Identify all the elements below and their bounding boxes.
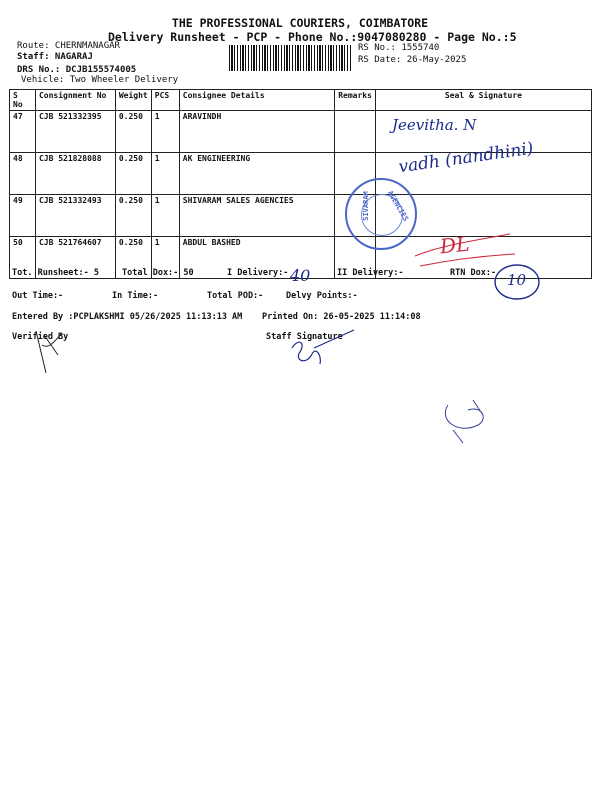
col-header-pcs: PCS	[151, 90, 179, 111]
cell-pcs: 1	[151, 153, 179, 195]
cell-sno: 49	[10, 195, 36, 237]
cell-consignment: CJB 521828088	[35, 153, 115, 195]
ink-scribble-icon	[428, 395, 498, 450]
runsheet-title: Delivery Runsheet - PCP - Phone No.:9047080280 - Page No.:5	[108, 30, 517, 44]
company-seal-stamp	[345, 178, 417, 250]
staff: Staff: NAGARAJ	[17, 52, 93, 62]
staff-signature: Staff Signature	[266, 332, 343, 342]
total-dox: Total Dox:- 50	[122, 268, 194, 278]
cell-weight: 0.250	[115, 195, 151, 237]
barcode	[229, 45, 352, 71]
cell-pcs: 1	[151, 237, 179, 279]
verified-by: Verified By	[12, 332, 69, 342]
in-time: In Time:-	[112, 291, 159, 301]
signature-row-48: vadh (nandhini)	[397, 138, 535, 178]
rs-number: RS No.: 1555740	[358, 43, 440, 53]
col-header-weight: Weight	[115, 90, 151, 111]
col-header-consignee: Consignee Details	[179, 90, 334, 111]
cell-consignee: ARAVINDH	[179, 111, 334, 153]
signature-row-50: DL	[438, 231, 471, 259]
i-delivery-value: 40	[290, 266, 311, 285]
cell-weight: 0.250	[115, 111, 151, 153]
cell-consignment: CJB 521332395	[35, 111, 115, 153]
i-delivery: I Delivery:-	[227, 268, 289, 278]
cell-sno: 47	[10, 111, 36, 153]
cell-pcs: 1	[151, 195, 179, 237]
col-header-sno: S No	[10, 90, 36, 111]
rtn-dox-value: 10	[507, 271, 527, 289]
cell-consignee: SHIVARAM SALES AGENCIES	[179, 195, 334, 237]
signature-row-47: Jeevitha. N	[392, 116, 477, 134]
total-pod: Total POD:-	[207, 291, 264, 301]
vehicle: Vehicle: Two Wheeler Delivery	[21, 75, 179, 85]
cell-weight: 0.250	[115, 153, 151, 195]
entered-by: Entered By :PCPLAKSHMI 05/26/2025 11:13:13 AM	[12, 312, 243, 322]
rtn-dox: RTN Dox:-	[450, 268, 497, 278]
cell-consignment: CJB 521764607	[35, 237, 115, 279]
staff-signature-scribble-icon	[284, 326, 364, 376]
col-header-seal-signature: Seal & Signature	[375, 90, 591, 111]
cell-pcs: 1	[151, 111, 179, 153]
verified-scribble-icon	[30, 325, 70, 380]
drs-number: DRS No.: DCJB155574005	[17, 65, 137, 75]
cell-weight: 0.250	[115, 237, 151, 279]
printed-on: Printed On: 26-05-2025 11:14:08	[262, 312, 421, 322]
cell-remarks	[335, 111, 376, 153]
ii-delivery: II Delivery:-	[337, 268, 404, 278]
delvy-points: Delvy Points:-	[286, 291, 358, 301]
cell-consignment: CJB 521332493	[35, 195, 115, 237]
route: Route: CHERNMANAGAR	[17, 41, 120, 51]
seal-text-right: AGENCIES	[385, 189, 410, 223]
table-header-row	[10, 90, 592, 111]
cell-consignee: AK ENGINEERING	[179, 153, 334, 195]
out-time: Out Time:-	[12, 291, 64, 301]
tot-runsheet: Tot. Runsheet:- 5	[12, 268, 99, 278]
col-header-consignment: Consignment No	[35, 90, 115, 111]
cell-sno: 50	[10, 237, 36, 279]
cell-sno: 48	[10, 153, 36, 195]
company-title: THE PROFESSIONAL COURIERS, COIMBATORE	[171, 16, 429, 30]
col-header-remarks: Remarks	[335, 90, 376, 111]
rs-date: RS Date: 26-May-2025	[358, 55, 467, 65]
cell-consignee: ABDUL BASHED	[179, 237, 334, 279]
seal-text-top: SIVARAM	[361, 191, 370, 221]
